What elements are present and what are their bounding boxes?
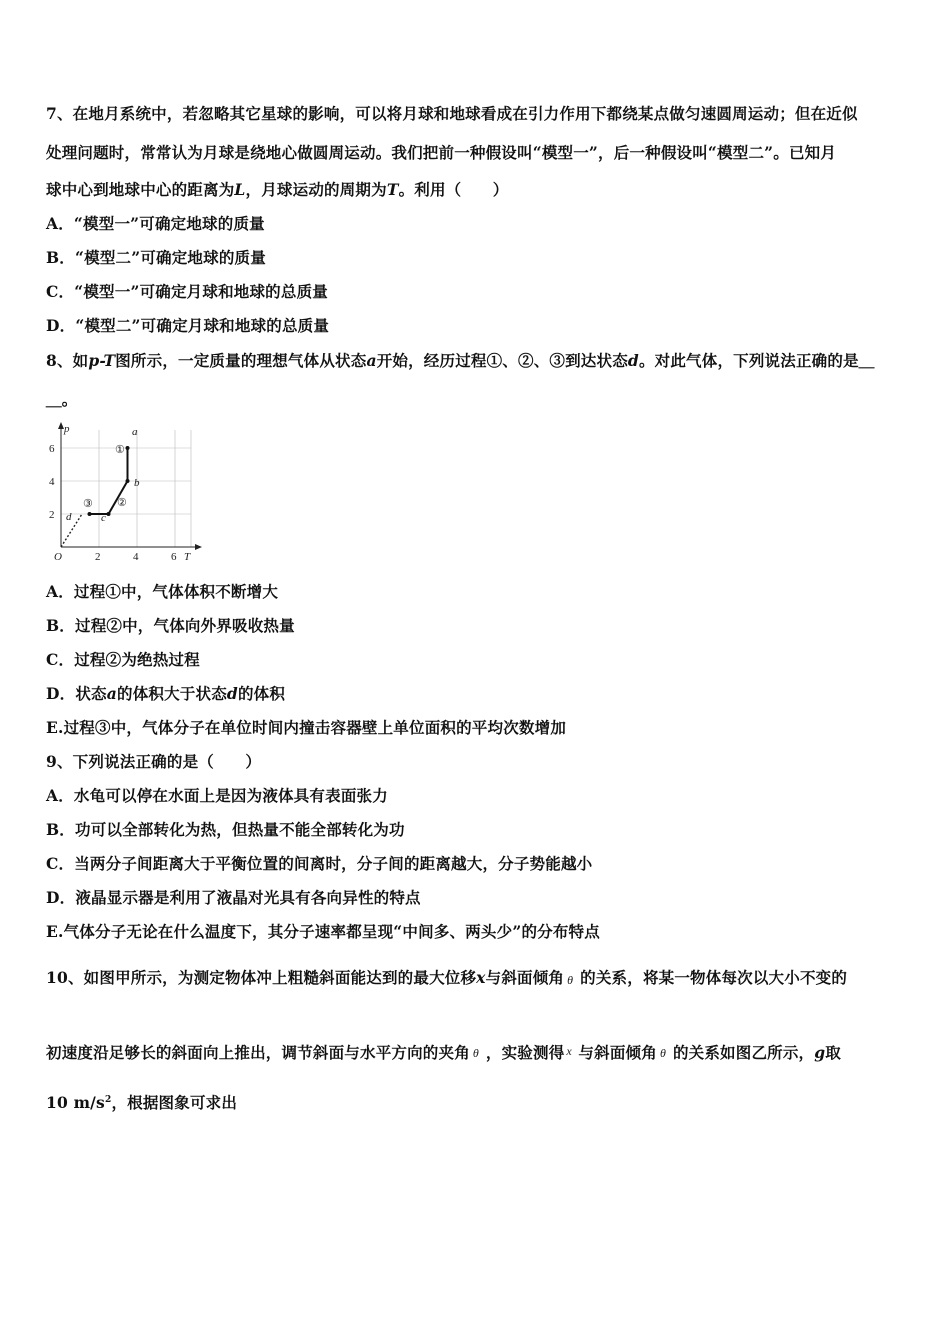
q10-units-exponent: 2 [104,1094,112,1105]
state-c-point [107,512,111,516]
q10-text: 取 [825,1043,841,1062]
q10-line-3 [46,1091,237,1113]
var-a: a [366,351,377,370]
x-tick-6: 6 [171,551,177,563]
q10-units: 10 m/s [46,1093,105,1112]
var-g: g [814,1043,826,1062]
q8-option-a: A．过程①中，气体体积不断增大 [46,582,279,601]
q8-line-1 [46,349,874,371]
origin-label: O [54,551,62,563]
p-t-graph [44,420,204,568]
t-axis-label: T [184,551,191,563]
q10-text: 与斜面倾角 [485,968,565,987]
q8-d-text: 的体积大于状态 [117,684,227,703]
process-3-label: ③ [83,498,93,510]
q10-text: 的关系，将某一物体每次以大小不变的 [580,968,848,987]
process-1-label: ① [115,444,125,456]
var-d: d [226,684,238,703]
q7-option-d: D．“模型二”可确定月球和地球的总质量 [46,316,330,335]
state-c-label: c [101,512,106,524]
state-b-label: b [134,477,140,489]
q10-text: ，实验测得 [485,1043,565,1062]
q9-option-d: D．液晶显示器是利用了液晶对光具有各向异性的特点 [46,888,421,907]
q8-text: 。对此气体，下列说法正确的是＿ [638,351,875,370]
q8-option-b: B．过程②中，气体向外界吸收热量 [46,616,295,635]
q9-option-b: B．功可以全部转化为热，但热量不能全部转化为功 [46,820,405,839]
x-tick-2: 2 [95,551,101,563]
q8-text: 开始，经历过程①、②、③到达状态 [376,351,628,370]
q10-text: 的关系如图乙所示， [672,1043,815,1062]
q7-line-2: 处理问题时，常常认为月球是绕地心做圆周运动。我们把前一种假设叫“模型一”，后一种假设叫“模型二”。已知月 [46,143,837,162]
q8-text: 8、如 [46,351,89,370]
q9-option-c: C．当两分子间距离大于平衡位置的间离时，分子间的距离越大，分子势能越小 [46,854,593,873]
q7-option-a: A．“模型一”可确定地球的质量 [46,214,265,233]
q7-text: ，月球运动的周期为 [245,180,387,199]
var-d: d [627,351,639,370]
q7-text: 球中心到地球中心的距离为 [46,180,235,199]
q7-option-b: B．“模型二”可确定地球的质量 [46,248,266,267]
q7-text: 。利用（ ） [398,180,509,199]
var-x: x [476,968,486,987]
theta-symbol: θ [472,1046,480,1060]
q9-option-e: E.气体分子无论在什么温度下，其分子速率都呈现“中间多、两头少”的分布特点 [46,922,600,941]
x-tick-4: 4 [133,551,139,563]
q10-line-1 [46,966,847,988]
state-d-label: d [66,511,72,523]
q7-line-1: 7、在地月系统中，若忽略其它星球的影响，可以将月球和地球看成在引力作用下都绕某点做匀速圆周运动；但在近似 [46,104,858,123]
q8-d-text: D．状态 [46,684,107,703]
var-a: a [106,684,117,703]
y-tick-2: 2 [49,509,55,521]
q7-line-3 [46,178,508,200]
var-L: L [234,180,246,199]
q8-option-c: C．过程②为绝热过程 [46,650,200,669]
q10-text: 10、如图甲所示，为测定物体冲上粗糙斜面能达到的最大位移 [46,968,477,987]
q10-text: 与斜面倾角 [578,1043,657,1062]
t-axis-arrow [195,544,202,550]
x-symbol: x [566,1044,572,1058]
q8-text: 图所示，一定质量的理想气体从状态 [115,351,367,370]
process-2-label: ② [117,497,127,509]
state-b-point [126,479,130,483]
q10-text: ，根据图象可求出 [111,1093,238,1112]
y-tick-4: 4 [49,476,55,488]
state-d-point [88,512,92,516]
q7-option-c: C．“模型一”可确定月球和地球的总质量 [46,282,328,301]
q8-d-text: 的体积 [237,684,286,703]
origin-dotted-line [61,514,82,547]
q9-stem: 9、下列说法正确的是（ ） [46,752,262,771]
y-tick-6: 6 [49,443,55,455]
q10-line-2 [46,1041,841,1063]
q8-option-e: E.过程③中，气体分子在单位时间内撞击容器壁上单位面积的平均次数增加 [46,718,567,737]
state-a-label: a [132,426,138,438]
state-a-point [126,446,130,450]
q8-option-d [46,682,285,704]
theta-symbol: θ [567,973,574,987]
q9-option-a: A．水龟可以停在水面上是因为液体具有表面张力 [46,786,388,805]
var-T: T [386,180,399,199]
theta-symbol: θ [659,1046,667,1060]
var-pT: p-T [88,351,116,370]
p-axis-label: p [64,423,70,435]
q8-line-2: ＿。 [46,390,78,409]
q10-text: 初速度沿足够长的斜面向上推出，调节斜面与水平方向的夹角 [46,1043,470,1062]
